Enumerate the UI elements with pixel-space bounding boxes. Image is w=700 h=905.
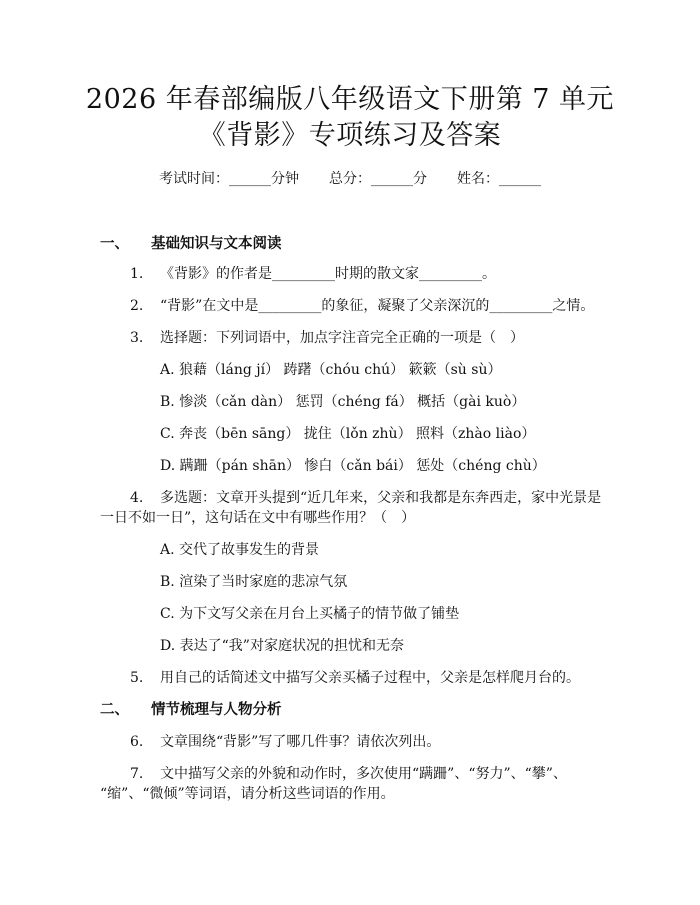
question-6 [130, 731, 440, 751]
section-title: 基础知识与文本阅读 [151, 236, 282, 252]
question-5 [130, 667, 580, 687]
exam-info [0, 168, 700, 188]
question-text: 文章围绕“背影”写了哪几件事？请依次列出。 [160, 734, 441, 750]
question-3 [130, 327, 524, 347]
question-number: 7. [130, 766, 144, 782]
question-2 [130, 295, 594, 315]
section-number: 一、 [100, 236, 129, 252]
q4-option-a: A. 交代了故事发生的背景 [160, 542, 320, 558]
question-4-line2: 一日不如一日”，这句话在文中有哪些作用？（ ） [100, 510, 416, 526]
exam-name: 姓名：______ [457, 171, 541, 187]
section-heading-2 [100, 698, 282, 719]
q4-option-c: C. 为下文写父亲在月台上买橘子的情节做了铺垫 [160, 606, 460, 622]
question-text-line1: 文中描写父亲的外貌和动作时，多次使用“蹒跚”、“努力”、“攀”、 [160, 766, 567, 782]
question-text: 《背影》的作者是_________时期的散文家_________。 [160, 266, 496, 282]
q3-option-a: A. 狼藉（láng jí） 踌躇（chóu chú） 簌簌（sù sù） [160, 362, 502, 378]
q3-option-d: D. 蹒跚（pán shān） 惨白（cǎn bái） 惩处（chéng chù） [160, 458, 546, 474]
section-heading-1 [100, 232, 282, 253]
question-text: “背影”在文中是_________的象征，凝聚了父亲深沉的_________之情。 [160, 298, 595, 314]
question-number: 4. [130, 490, 144, 506]
question-4 [130, 487, 601, 507]
section-number: 二、 [100, 702, 129, 718]
q4-option-b: B. 渲染了当时家庭的悲凉气氛 [160, 574, 348, 590]
question-number: 6. [130, 734, 144, 750]
question-text-line1: 多选题：文章开头提到“近几年来，父亲和我都是东奔西走，家中光景是 [160, 490, 602, 506]
page-title-line1: 2026 年春部编版八年级语文下册第 7 单元 [85, 84, 615, 115]
question-number: 2. [130, 298, 144, 314]
question-text: 用自己的话简述文中描写父亲买橘子过程中，父亲是怎样爬月台的。 [160, 670, 580, 686]
question-number: 3. [130, 330, 144, 346]
q4-option-d: D. 表达了“我”对家庭状况的担忧和无奈 [160, 638, 404, 654]
section-title: 情节梳理与人物分析 [151, 702, 282, 718]
question-1 [130, 263, 496, 283]
exam-time: 考试时间：______分钟 [159, 171, 299, 187]
q3-option-c: C. 奔丧（bēn sāng） 拢住（lǒn zhù） 照料（zhào liào） [160, 426, 536, 442]
q3-option-b: B. 惨淡（cǎn dàn） 惩罚（chéng fá） 概括（gài kuò） [160, 394, 526, 410]
exam-score: 总分：______分 [329, 171, 427, 187]
question-7 [130, 763, 567, 783]
question-number: 1. [130, 266, 144, 282]
question-7-line2: “缩”、“微倾”等词语，请分析这些词语的作用。 [100, 786, 395, 802]
page-title-line2: 《背影》专项练习及答案 [198, 120, 502, 151]
question-text: 选择题：下列词语中，加点字注音完全正确的一项是（ ） [160, 330, 524, 346]
question-number: 5. [130, 670, 144, 686]
